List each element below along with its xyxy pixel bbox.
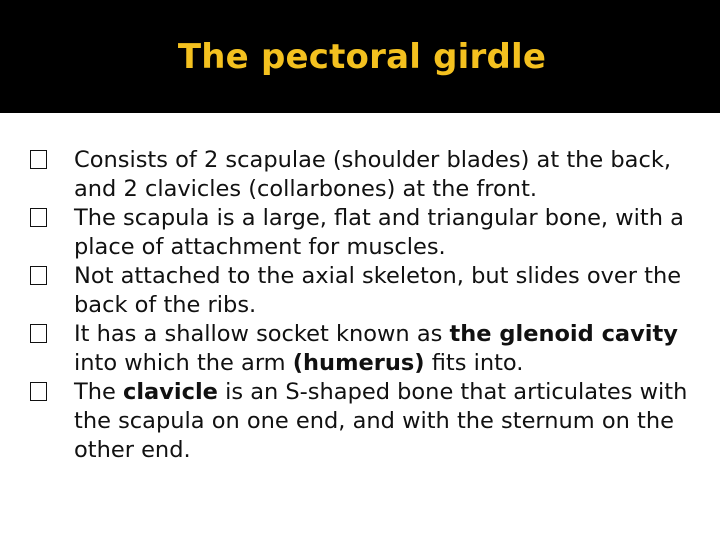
bullet-item bbox=[30, 262, 690, 320]
bullet-item bbox=[30, 378, 690, 465]
bullet-text: The bbox=[74, 379, 123, 405]
bullet-item bbox=[30, 204, 690, 262]
bullet-item bbox=[30, 320, 690, 378]
bullet-box-icon bbox=[30, 208, 47, 227]
bullet-box-icon bbox=[30, 324, 47, 343]
bullet-text: The scapula is a large, flat and triangular bone, with a place of attachment for muscles. bbox=[74, 205, 684, 260]
bullet-text: fits into. bbox=[424, 350, 524, 376]
bullet-box-icon bbox=[30, 266, 47, 285]
bullet-bold-term: clavicle bbox=[123, 379, 218, 405]
slide-title: The pectoral girdle bbox=[177, 36, 547, 77]
bullet-text: into which the arm bbox=[74, 350, 293, 376]
bullet-box-icon bbox=[30, 150, 47, 169]
bullet-text: is an S-shaped bone that articulates with the scapula on one end, and with the sternum on the other end. bbox=[74, 379, 688, 463]
bullet-item bbox=[30, 146, 690, 204]
bullet-bold-term: the glenoid cavity bbox=[449, 321, 678, 347]
bullet-text: It has a shallow socket known as bbox=[74, 321, 450, 347]
bullet-bold-term: (humerus) bbox=[292, 350, 425, 376]
bullet-list bbox=[30, 146, 690, 465]
bullet-text: Not attached to the axial skeleton, but slides over the back of the ribs. bbox=[74, 263, 682, 318]
bullet-text: Consists of 2 scapulae (shoulder blades) at the back, and 2 clavicles (collarbones) at the front. bbox=[74, 147, 672, 202]
bullet-box-icon bbox=[30, 382, 47, 401]
